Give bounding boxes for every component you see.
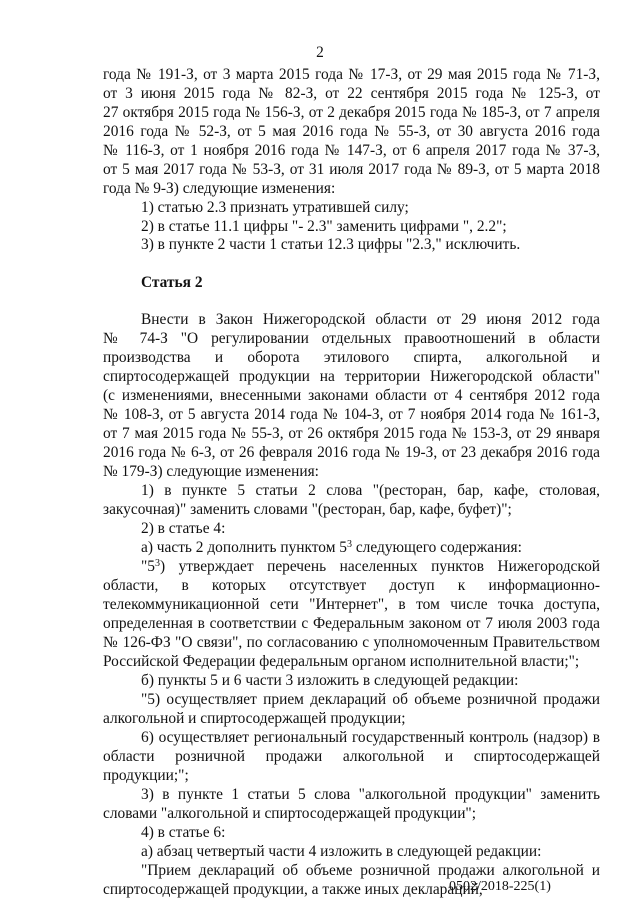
text-line: Российской Федерации федеральным органом исполнительной власти;";: [103, 653, 580, 670]
point-53-line: [141, 558, 600, 577]
text-line: года № 191-З, от 3 марта 2015 года № 17-З, от 29 мая 2015 года № 71-З,: [103, 66, 600, 83]
text-line: области, в которых отсутствует доступ к информационно-: [103, 577, 600, 594]
text-line: 3) в пункте 1 статьи 5 слова "алкогольной продукции" заменить: [141, 786, 600, 803]
text-line: 27 октября 2015 года № 156-З, от 2 декабря 2015 года № 185-З, от 7 апреля: [103, 104, 600, 121]
text-line: закусочная)" заменить словами "(ресторан, бар, кафе, буфет)";: [103, 501, 512, 518]
text-line: № 116-З, от 1 ноября 2016 года № 147-З, от 6 апреля 2017 года № 37-З,: [103, 142, 600, 159]
text-line: "5) осуществляет прием деклараций об объеме розничной продажи: [141, 691, 600, 708]
text-line: от 7 мая 2015 года № 55-З, от 26 октября 2015 года № 153-З, от 29 января: [103, 425, 600, 442]
text-line: производства и оборота этилового спирта, алкогольной и: [103, 349, 600, 366]
change-item: 3) в пункте 2 части 1 статьи 12.3 цифры "2.3," исключить.: [141, 236, 521, 253]
text-line: 2) в статье 4:: [141, 520, 226, 537]
text-line: № 108-З, от 5 августа 2014 года № 104-З, от 7 ноября 2014 года № 161-З,: [103, 406, 600, 423]
item-a-line: [141, 539, 600, 558]
text-line: 6) осуществляет региональный государственный контроль (надзор) в: [141, 729, 600, 746]
text-line: б) пункты 5 и 6 части 3 изложить в следующей редакции:: [141, 672, 519, 689]
article-heading: Статья 2: [141, 274, 203, 291]
point-53-tail: ) утверждает перечень населенных пунктов Нижегородской: [159, 558, 600, 575]
item-a-tail: следующего содержания:: [352, 539, 522, 556]
text-line: 1) в пункте 5 статьи 2 слова "(ресторан, бар, кафе, столовая,: [141, 482, 600, 499]
text-line: Внести в Закон Нижегородской области от 29 июня 2012 года: [141, 311, 600, 328]
text-line: телекоммуникационной сети "Интернет", в том числе точка доступа,: [103, 596, 600, 613]
page-number: 2: [316, 44, 324, 61]
text-line: 2016 года № 52-З, от 5 мая 2016 года № 55-З, от 30 августа 2016 года: [103, 123, 600, 140]
superscript: 3: [347, 539, 352, 550]
change-item: 2) в статье 11.1 цифры "- 2.3" заменить цифрами ", 2.2";: [141, 218, 507, 235]
text-line: алкогольной и спиртосодержащей продукции;: [103, 710, 406, 727]
text-line: № 179-З) следующие изменения:: [103, 463, 319, 480]
text-line: спиртосодержащей продукции на территории Нижегородской области": [103, 368, 600, 385]
text-line: словами "алкогольной и спиртосодержащей продукции";: [103, 805, 476, 822]
point-53-prefix: "5: [141, 558, 155, 575]
text-line: определенная в соответствии с Федеральным законом от 7 июля 2003 года: [103, 615, 600, 632]
text-line: "Прием деклараций об объеме розничной продажи алкогольной и: [141, 862, 600, 879]
text-line: от 3 июня 2015 года № 82-З, от 22 сентября 2015 года № 125-З, от: [103, 85, 600, 102]
text-line: № 74-З "О регулировании отдельных правоотношений в области: [103, 330, 600, 347]
superscript: 3: [154, 558, 160, 569]
text-line: от 5 мая 2017 года № 53-З, от 31 июля 2017 года № 89-З, от 5 марта 2018: [103, 161, 600, 178]
text-line: а) абзац четвертый части 4 изложить в следующей редакции:: [141, 843, 542, 860]
text-line: (с изменениями, внесенными законами области от 4 сентября 2012 года: [103, 387, 600, 404]
text-line: 2016 года № 6-З, от 26 февраля 2016 года № 19-З, от 23 декабря 2016 года: [103, 444, 600, 461]
item-a-text: а) часть 2 дополнить пунктом 5: [141, 539, 347, 556]
text-line: года № 9-З) следующие изменения:: [103, 180, 336, 197]
text-line: области розничной продажи алкогольной и спиртосодержащей: [103, 748, 600, 765]
text-line: спиртосодержащей продукции, а также иных деклараций,: [103, 881, 483, 898]
text-line: продукции;";: [103, 767, 189, 784]
text-line: 4) в статье 6:: [141, 824, 226, 841]
text-line: № 126-ФЗ "О связи", по согласованию с уполномоченным Правительством: [103, 634, 600, 651]
change-item: 1) статью 2.3 признать утратившей силу;: [141, 199, 409, 216]
document-code: 0502/2018-225(1): [449, 879, 551, 894]
